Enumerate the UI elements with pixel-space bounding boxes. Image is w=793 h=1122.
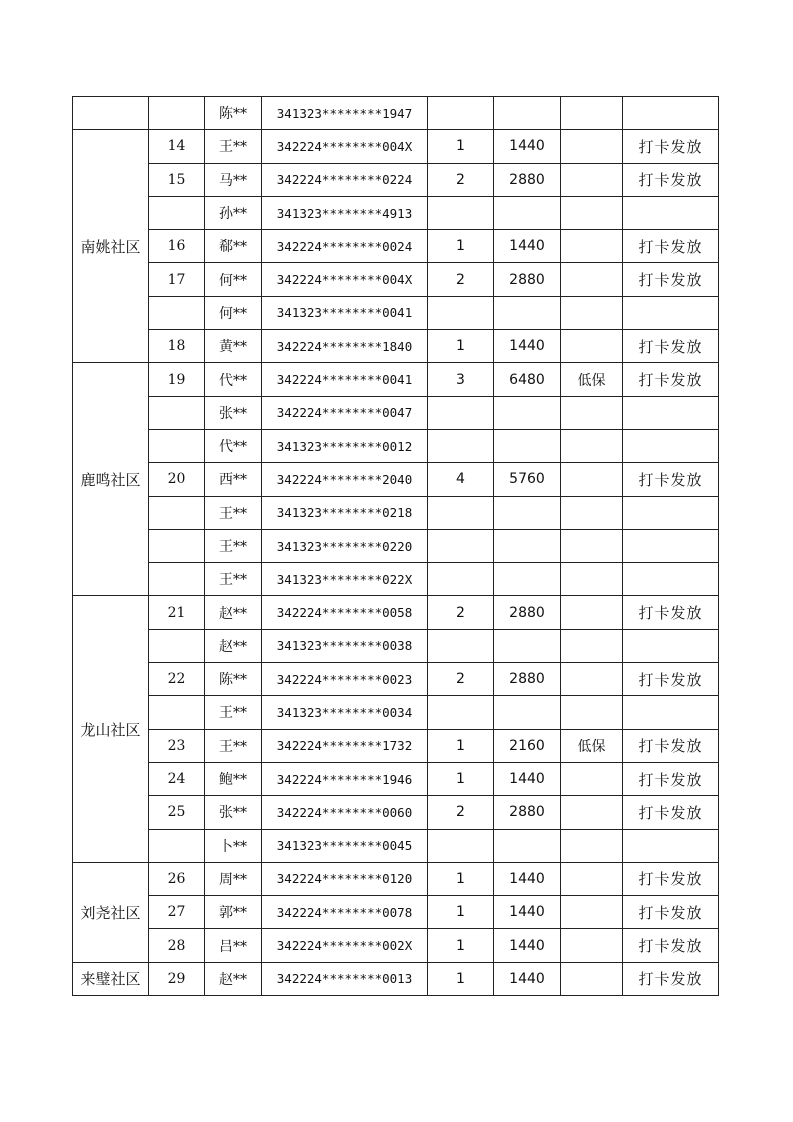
category-cell	[561, 596, 623, 629]
name-cell: 郗**	[205, 230, 262, 263]
household-count-cell	[428, 396, 494, 429]
amount-cell: 1440	[494, 962, 561, 995]
category-cell	[561, 429, 623, 462]
serial-number-cell	[149, 829, 205, 862]
payment-method-cell: 打卡发放	[623, 729, 719, 762]
payment-method-cell	[623, 529, 719, 562]
category-cell	[561, 663, 623, 696]
name-cell: 卜**	[205, 829, 262, 862]
payment-method-cell: 打卡发放	[623, 130, 719, 163]
amount-cell	[494, 829, 561, 862]
amount-cell: 2880	[494, 796, 561, 829]
category-cell	[561, 496, 623, 529]
id-number-cell: 342224********0224	[262, 163, 428, 196]
household-count-cell: 1	[428, 762, 494, 795]
id-number-cell: 342224********0013	[262, 962, 428, 995]
name-cell: 黄**	[205, 330, 262, 363]
name-cell: 何**	[205, 263, 262, 296]
payment-method-cell	[623, 829, 719, 862]
category-cell	[561, 463, 623, 496]
payment-method-cell: 打卡发放	[623, 796, 719, 829]
id-number-cell: 342224********004X	[262, 263, 428, 296]
table-row	[73, 563, 719, 596]
amount-cell	[494, 196, 561, 229]
serial-number-cell	[149, 396, 205, 429]
payment-method-cell: 打卡发放	[623, 230, 719, 263]
amount-cell: 1440	[494, 330, 561, 363]
payment-method-cell: 打卡发放	[623, 263, 719, 296]
community-cell: 鹿鸣社区	[73, 363, 149, 596]
household-count-cell: 2	[428, 263, 494, 296]
payment-method-cell	[623, 696, 719, 729]
id-number-cell: 341323********0045	[262, 829, 428, 862]
name-cell: 马**	[205, 163, 262, 196]
id-number-cell: 341323********022X	[262, 563, 428, 596]
amount-cell	[494, 396, 561, 429]
table-row	[73, 829, 719, 862]
amount-cell	[494, 496, 561, 529]
serial-number-cell: 16	[149, 230, 205, 263]
name-cell: 赵**	[205, 596, 262, 629]
payment-method-cell	[623, 429, 719, 462]
payment-method-cell: 打卡发放	[623, 463, 719, 496]
payment-method-cell	[623, 97, 719, 130]
household-count-cell: 2	[428, 663, 494, 696]
serial-number-cell: 27	[149, 896, 205, 929]
household-count-cell	[428, 196, 494, 229]
category-cell	[561, 563, 623, 596]
category-cell: 低保	[561, 729, 623, 762]
id-number-cell: 341323********0038	[262, 629, 428, 662]
category-cell	[561, 962, 623, 995]
id-number-cell: 341323********1947	[262, 97, 428, 130]
table-row	[73, 296, 719, 329]
serial-number-cell: 18	[149, 330, 205, 363]
household-count-cell: 2	[428, 596, 494, 629]
amount-cell: 2880	[494, 663, 561, 696]
name-cell: 王**	[205, 130, 262, 163]
category-cell	[561, 629, 623, 662]
household-count-cell: 1	[428, 230, 494, 263]
name-cell: 何**	[205, 296, 262, 329]
category-cell	[561, 163, 623, 196]
table-row	[73, 529, 719, 562]
amount-cell	[494, 97, 561, 130]
id-number-cell: 342224********002X	[262, 929, 428, 962]
id-number-cell: 341323********4913	[262, 196, 428, 229]
table-row	[73, 496, 719, 529]
amount-cell	[494, 696, 561, 729]
amount-cell: 2880	[494, 596, 561, 629]
household-count-cell: 1	[428, 729, 494, 762]
table-row	[73, 596, 719, 629]
name-cell: 赵**	[205, 629, 262, 662]
id-number-cell: 342224********0024	[262, 230, 428, 263]
category-cell	[561, 230, 623, 263]
amount-cell	[494, 429, 561, 462]
table-row	[73, 463, 719, 496]
household-count-cell	[428, 696, 494, 729]
id-number-cell: 342224********0120	[262, 862, 428, 895]
household-count-cell	[428, 829, 494, 862]
category-cell	[561, 196, 623, 229]
table-row	[73, 896, 719, 929]
category-cell	[561, 796, 623, 829]
amount-cell	[494, 563, 561, 596]
payment-method-cell: 打卡发放	[623, 363, 719, 396]
serial-number-cell: 26	[149, 862, 205, 895]
household-count-cell: 2	[428, 796, 494, 829]
category-cell	[561, 896, 623, 929]
name-cell: 张**	[205, 396, 262, 429]
name-cell: 郭**	[205, 896, 262, 929]
payment-method-cell	[623, 396, 719, 429]
name-cell: 王**	[205, 729, 262, 762]
category-cell	[561, 696, 623, 729]
id-number-cell: 342224********0078	[262, 896, 428, 929]
community-cell: 龙山社区	[73, 596, 149, 862]
id-number-cell: 342224********0060	[262, 796, 428, 829]
serial-number-cell: 17	[149, 263, 205, 296]
payment-method-cell: 打卡发放	[623, 962, 719, 995]
table-row	[73, 330, 719, 363]
id-number-cell: 341323********0220	[262, 529, 428, 562]
table-row	[73, 962, 719, 995]
table-body	[73, 97, 719, 996]
table-row	[73, 429, 719, 462]
id-number-cell: 342224********2040	[262, 463, 428, 496]
table-row	[73, 97, 719, 130]
household-count-cell: 1	[428, 929, 494, 962]
name-cell: 鲍**	[205, 762, 262, 795]
amount-cell	[494, 529, 561, 562]
household-count-cell	[428, 563, 494, 596]
name-cell: 周**	[205, 862, 262, 895]
table-row	[73, 929, 719, 962]
amount-cell	[494, 296, 561, 329]
serial-number-cell	[149, 563, 205, 596]
household-count-cell	[428, 529, 494, 562]
amount-cell	[494, 629, 561, 662]
payment-method-cell: 打卡发放	[623, 596, 719, 629]
serial-number-cell: 23	[149, 729, 205, 762]
table-row	[73, 762, 719, 795]
household-count-cell: 1	[428, 130, 494, 163]
payment-method-cell	[623, 563, 719, 596]
serial-number-cell: 29	[149, 962, 205, 995]
serial-number-cell: 15	[149, 163, 205, 196]
household-count-cell: 1	[428, 896, 494, 929]
category-cell: 低保	[561, 363, 623, 396]
payment-method-cell: 打卡发放	[623, 762, 719, 795]
category-cell	[561, 130, 623, 163]
serial-number-cell	[149, 529, 205, 562]
serial-number-cell: 24	[149, 762, 205, 795]
serial-number-cell: 25	[149, 796, 205, 829]
serial-number-cell: 20	[149, 463, 205, 496]
name-cell: 王**	[205, 696, 262, 729]
payment-method-cell: 打卡发放	[623, 163, 719, 196]
table-row	[73, 230, 719, 263]
amount-cell: 1440	[494, 130, 561, 163]
table-row	[73, 663, 719, 696]
category-cell	[561, 396, 623, 429]
category-cell	[561, 529, 623, 562]
id-number-cell: 342224********0047	[262, 396, 428, 429]
serial-number-cell	[149, 296, 205, 329]
name-cell: 代**	[205, 363, 262, 396]
amount-cell: 2880	[494, 163, 561, 196]
name-cell: 王**	[205, 496, 262, 529]
payment-method-cell	[623, 296, 719, 329]
payment-method-cell: 打卡发放	[623, 896, 719, 929]
amount-cell: 6480	[494, 363, 561, 396]
table-row	[73, 196, 719, 229]
serial-number-cell	[149, 429, 205, 462]
household-count-cell	[428, 629, 494, 662]
name-cell: 代**	[205, 429, 262, 462]
amount-cell: 5760	[494, 463, 561, 496]
table-row	[73, 396, 719, 429]
category-cell	[561, 263, 623, 296]
amount-cell: 1440	[494, 230, 561, 263]
community-cell: 南姚社区	[73, 130, 149, 363]
id-number-cell: 342224********0058	[262, 596, 428, 629]
id-number-cell: 342224********1732	[262, 729, 428, 762]
amount-cell: 2160	[494, 729, 561, 762]
community-cell: 来璧社区	[73, 962, 149, 995]
id-number-cell: 342224********0023	[262, 663, 428, 696]
payment-method-cell: 打卡发放	[623, 862, 719, 895]
category-cell	[561, 762, 623, 795]
serial-number-cell	[149, 629, 205, 662]
id-number-cell: 341323********0041	[262, 296, 428, 329]
name-cell: 赵**	[205, 962, 262, 995]
serial-number-cell: 28	[149, 929, 205, 962]
amount-cell: 1440	[494, 929, 561, 962]
table-row	[73, 163, 719, 196]
name-cell: 孙**	[205, 196, 262, 229]
payment-method-cell	[623, 629, 719, 662]
category-cell	[561, 97, 623, 130]
household-count-cell: 2	[428, 163, 494, 196]
id-number-cell: 342224********004X	[262, 130, 428, 163]
table-row	[73, 696, 719, 729]
serial-number-cell	[149, 696, 205, 729]
household-count-cell: 4	[428, 463, 494, 496]
amount-cell: 2880	[494, 263, 561, 296]
name-cell: 陈**	[205, 97, 262, 130]
table-row	[73, 729, 719, 762]
table-row	[73, 130, 719, 163]
table-row	[73, 363, 719, 396]
serial-number-cell: 19	[149, 363, 205, 396]
amount-cell: 1440	[494, 896, 561, 929]
serial-number-cell	[149, 196, 205, 229]
household-count-cell: 1	[428, 962, 494, 995]
name-cell: 陈**	[205, 663, 262, 696]
table-row	[73, 862, 719, 895]
community-cell	[73, 97, 149, 130]
name-cell: 张**	[205, 796, 262, 829]
household-count-cell	[428, 296, 494, 329]
amount-cell: 1440	[494, 762, 561, 795]
household-count-cell: 3	[428, 363, 494, 396]
household-count-cell: 1	[428, 330, 494, 363]
serial-number-cell: 14	[149, 130, 205, 163]
amount-cell: 1440	[494, 862, 561, 895]
id-number-cell: 342224********1840	[262, 330, 428, 363]
id-number-cell: 341323********0218	[262, 496, 428, 529]
household-count-cell	[428, 496, 494, 529]
id-number-cell: 341323********0034	[262, 696, 428, 729]
id-number-cell: 342224********0041	[262, 363, 428, 396]
table-row	[73, 629, 719, 662]
household-count-cell: 1	[428, 862, 494, 895]
payment-method-cell: 打卡发放	[623, 330, 719, 363]
category-cell	[561, 862, 623, 895]
serial-number-cell	[149, 496, 205, 529]
community-cell: 刘尧社区	[73, 862, 149, 962]
name-cell: 吕**	[205, 929, 262, 962]
serial-number-cell: 22	[149, 663, 205, 696]
category-cell	[561, 330, 623, 363]
category-cell	[561, 829, 623, 862]
category-cell	[561, 296, 623, 329]
name-cell: 王**	[205, 563, 262, 596]
household-count-cell	[428, 429, 494, 462]
serial-number-cell	[149, 97, 205, 130]
payment-method-cell: 打卡发放	[623, 663, 719, 696]
household-count-cell	[428, 97, 494, 130]
id-number-cell: 342224********1946	[262, 762, 428, 795]
table-row	[73, 796, 719, 829]
payment-method-cell: 打卡发放	[623, 929, 719, 962]
table-row	[73, 263, 719, 296]
name-cell: 王**	[205, 529, 262, 562]
id-number-cell: 341323********0012	[262, 429, 428, 462]
payment-method-cell	[623, 196, 719, 229]
serial-number-cell: 21	[149, 596, 205, 629]
benefit-table	[72, 96, 719, 996]
name-cell: 西**	[205, 463, 262, 496]
payment-method-cell	[623, 496, 719, 529]
category-cell	[561, 929, 623, 962]
